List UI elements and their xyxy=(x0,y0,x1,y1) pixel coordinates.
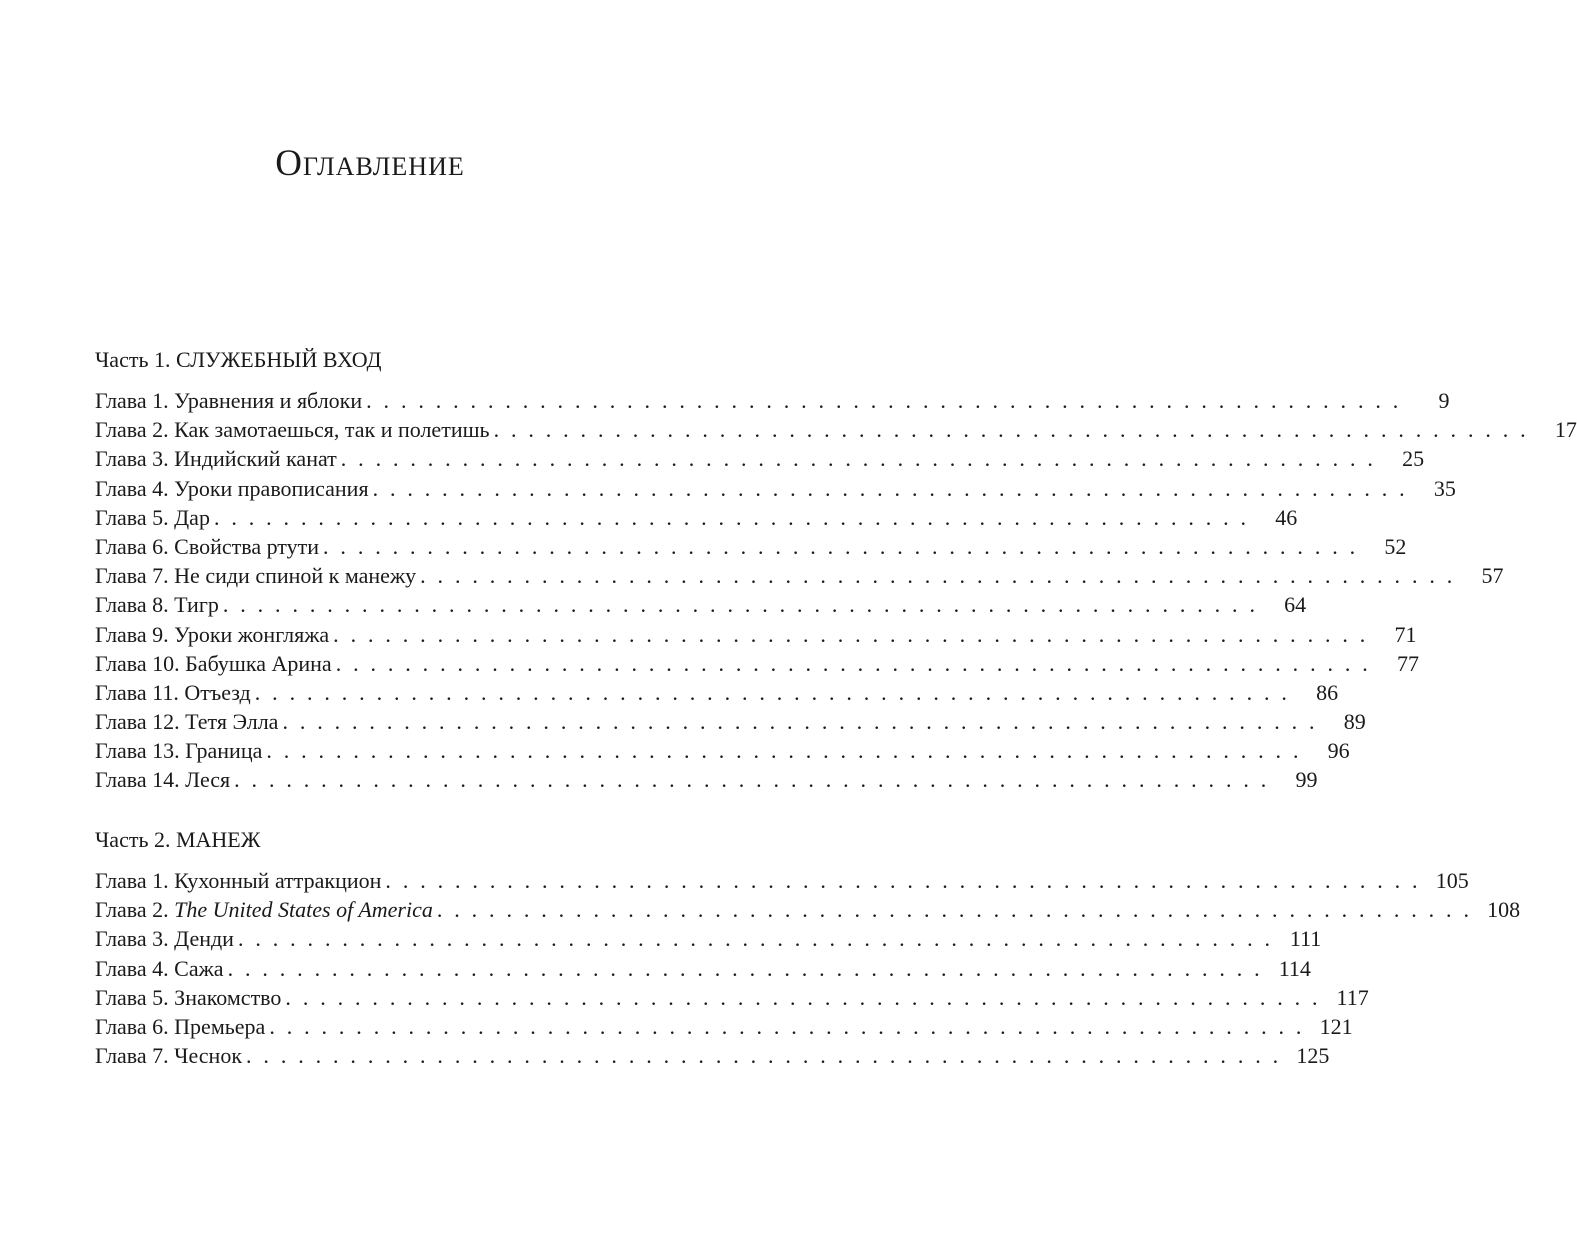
dot-leader: . . . . . . . . . . . . . . . . . . . . . . . . . . . . . . . . . . . . . . . . . . . . . . . . . . . . . . . . . . . . xyxy=(366,388,1402,413)
toc-entry[interactable] xyxy=(95,1041,1330,1070)
page-number: 52 xyxy=(1384,533,1407,559)
chapter-title: Глава 7. Чеснок xyxy=(95,1043,243,1069)
toc-entry[interactable] xyxy=(95,707,1366,736)
chapter-title: Глава 6. Премьера xyxy=(95,1013,266,1039)
page-number: 17 xyxy=(1554,417,1577,443)
chapter-title: Глава 1. Кухонный аттракцион xyxy=(95,868,382,893)
chapter-title: Глава 9. Уроки жонгляжа xyxy=(95,621,330,647)
dot-leader: . . . . . . . . . . . . . . . . . . . . . . . . . . . . . . . . . . . . . . . . . . . . . . . . . . . . . . . . . . . . xyxy=(333,621,1369,647)
toc-entry[interactable] xyxy=(95,386,1450,415)
dot-leader: . . . . . . . . . . . . . . . . . . . . . . . . . . . . . . . . . . . . . . . . . . . . . . . . . . . . . . . . . . . . xyxy=(436,897,1473,923)
page-number: 57 xyxy=(1481,563,1504,589)
dot-leader: . . . . . . . . . . . . . . . . . . . . . . . . . . . . . . . . . . . . . . . . . . . . . . . . . . . . . . . . . . . . xyxy=(493,417,1529,443)
dot-leader: . . . . . . . . . . . . . . . . . . . . . . . . . . . . . . . . . . . . . . . . . . . . . . . . . . . . . . . . . . . . xyxy=(285,984,1321,1010)
toc-entry[interactable] xyxy=(95,895,1521,924)
page-number: 71 xyxy=(1394,621,1417,647)
chapter-title: Глава 8. Тигр xyxy=(95,592,219,618)
page-number: 111 xyxy=(1289,926,1322,952)
chapter-title: Глава 6. Свойства ртути xyxy=(95,533,320,559)
toc-entry[interactable] xyxy=(95,866,1469,895)
dot-leader: . . . . . . . . . . . . . . . . . . . . . . . . . . . . . . . . . . . . . . . . . . . . . . . . . . . . . . . . . . . . xyxy=(335,650,1371,676)
toc-entry[interactable] xyxy=(95,983,1369,1012)
toc-entry[interactable] xyxy=(95,590,1307,619)
dot-leader: . . . . . . . . . . . . . . . . . . . . . . . . . . . . . . . . . . . . . . . . . . . . . . . . . . . . . . . . . . . . xyxy=(340,446,1377,472)
page-title: Оглавление xyxy=(275,143,465,184)
chapter-title: Глава 4. Сажа xyxy=(95,955,224,981)
chapter-list xyxy=(95,866,1521,1070)
toc-entry[interactable] xyxy=(95,561,1504,590)
page-number: 46 xyxy=(1275,504,1298,530)
dot-leader: . . . . . . . . . . . . . . . . . . . . . . . . . . . . . . . . . . . . . . . . . . . . . . . . . . . . . . . . . . . . xyxy=(234,767,1270,793)
chapter-title: Глава 11. Отъезд xyxy=(95,679,251,705)
chapter-title: Глава 7. Не сиди спиной к манежу xyxy=(95,563,417,589)
toc-entry[interactable] xyxy=(95,620,1417,649)
page-number: 25 xyxy=(1402,446,1425,472)
dot-leader: . . . . . . . . . . . . . . . . . . . . . . . . . . . . . . . . . . . . . . . . . . . . . . . . . . . . . . . . . . . . xyxy=(420,563,1456,589)
chapter-title: Глава 12. Тетя Элла xyxy=(95,709,279,735)
toc-entry[interactable] xyxy=(95,736,1350,765)
page-number: 114 xyxy=(1278,955,1311,981)
dot-leader: . . . . . . . . . . . . . . . . . . . . . . . . . . . . . . . . . . . . . . . . . . . . . . . . . . . . . . . . . . . . xyxy=(237,926,1274,952)
toc-part-1 xyxy=(95,346,1577,795)
page-number: 89 xyxy=(1343,709,1366,735)
chapter-title: Глава 2. Как замотаешься, так и полетишь xyxy=(95,417,490,443)
toc-part-2 xyxy=(95,826,1521,1070)
page-number: 121 xyxy=(1319,1013,1353,1039)
page-number: 64 xyxy=(1284,592,1307,618)
dot-leader: . . . . . . . . . . . . . . . . . . . . . . . . . . . . . . . . . . . . . . . . . . . . . . . . . . . . . . . . . . . . xyxy=(323,533,1359,559)
part-heading: Часть 1. СЛУЖЕБНЫЙ ВХОД xyxy=(95,347,382,372)
toc-entry[interactable] xyxy=(95,415,1577,444)
page-number: 117 xyxy=(1336,984,1369,1010)
part-heading: Часть 2. МАНЕЖ xyxy=(95,827,261,852)
toc-entry[interactable] xyxy=(95,765,1318,794)
page-number: 86 xyxy=(1316,679,1339,705)
dot-leader: . . . . . . . . . . . . . . . . . . . . . . . . . . . . . . . . . . . . . . . . . . . . . . . . . . . . . . . . . . . . xyxy=(227,955,1263,981)
chapter-title xyxy=(95,895,433,924)
chapter-title: Глава 5. Дар xyxy=(95,504,210,530)
page-number: 96 xyxy=(1327,738,1350,764)
chapter-list xyxy=(95,386,1577,795)
page-number: 9 xyxy=(1438,388,1450,413)
toc-entry[interactable] xyxy=(95,474,1456,503)
toc-entry[interactable] xyxy=(95,1012,1353,1041)
page-number: 108 xyxy=(1487,897,1521,923)
page-number: 35 xyxy=(1433,475,1456,501)
toc-entry[interactable] xyxy=(95,924,1322,953)
chapter-title: Глава 3. Индийский канат xyxy=(95,446,337,472)
dot-leader: . . . . . . . . . . . . . . . . . . . . . . . . . . . . . . . . . . . . . . . . . . . . . . . . . . . . . . . . . . . . xyxy=(372,475,1408,501)
chapter-title: Глава 10. Бабушка Арина xyxy=(95,650,332,676)
dot-leader: . . . . . . . . . . . . . . . . . . . . . . . . . . . . . . . . . . . . . . . . . . . . . . . . . . . . . . . . . . . . xyxy=(282,709,1318,735)
chapter-title: Глава 5. Знакомство xyxy=(95,984,282,1010)
chapter-title: Глава 13. Граница xyxy=(95,738,263,764)
dot-leader: . . . . . . . . . . . . . . . . . . . . . . . . . . . . . . . . . . . . . . . . . . . . . . . . . . . . . . . . . . . . xyxy=(254,679,1291,705)
dot-leader: . . . . . . . . . . . . . . . . . . . . . . . . . . . . . . . . . . . . . . . . . . . . . . . . . . . . . . . . . . . . xyxy=(269,1013,1305,1039)
page-number: 105 xyxy=(1435,868,1469,893)
dot-leader: . . . . . . . . . . . . . . . . . . . . . . . . . . . . . . . . . . . . . . . . . . . . . . . . . . . . . . . . . . . . xyxy=(385,868,1421,893)
chapter-title: Глава 1. Уравнения и яблоки xyxy=(95,388,363,413)
chapter-title: Глава 3. Денди xyxy=(95,926,234,952)
chapter-title: Глава 14. Леся xyxy=(95,767,231,793)
toc-entry[interactable] xyxy=(95,444,1425,473)
dot-leader: . . . . . . . . . . . . . . . . . . . . . . . . . . . . . . . . . . . . . . . . . . . . . . . . . . . . . . . . . . . . xyxy=(222,592,1259,618)
page-number: 125 xyxy=(1296,1043,1330,1069)
chapter-title: Глава 4. Уроки правописания xyxy=(95,475,369,501)
dot-leader: . . . . . . . . . . . . . . . . . . . . . . . . . . . . . . . . . . . . . . . . . . . . . . . . . . . . . . . . . . . . xyxy=(246,1043,1282,1069)
page-number: 77 xyxy=(1397,650,1419,676)
toc-entry[interactable] xyxy=(95,649,1419,678)
toc-entry[interactable] xyxy=(95,503,1298,532)
toc-entry[interactable] xyxy=(95,532,1407,561)
toc-entry[interactable] xyxy=(95,954,1311,983)
chapter-title-prefix: Глава 2. xyxy=(95,897,175,923)
dot-leader: . . . . . . . . . . . . . . . . . . . . . . . . . . . . . . . . . . . . . . . . . . . . . . . . . . . . . . . . . . . . xyxy=(213,504,1250,530)
page-number: 99 xyxy=(1295,767,1318,793)
chapter-title-italic: The United States of America xyxy=(174,897,433,923)
dot-leader: . . . . . . . . . . . . . . . . . . . . . . . . . . . . . . . . . . . . . . . . . . . . . . . . . . . . . . . . . . . . xyxy=(266,738,1302,764)
toc-entry[interactable] xyxy=(95,678,1339,707)
